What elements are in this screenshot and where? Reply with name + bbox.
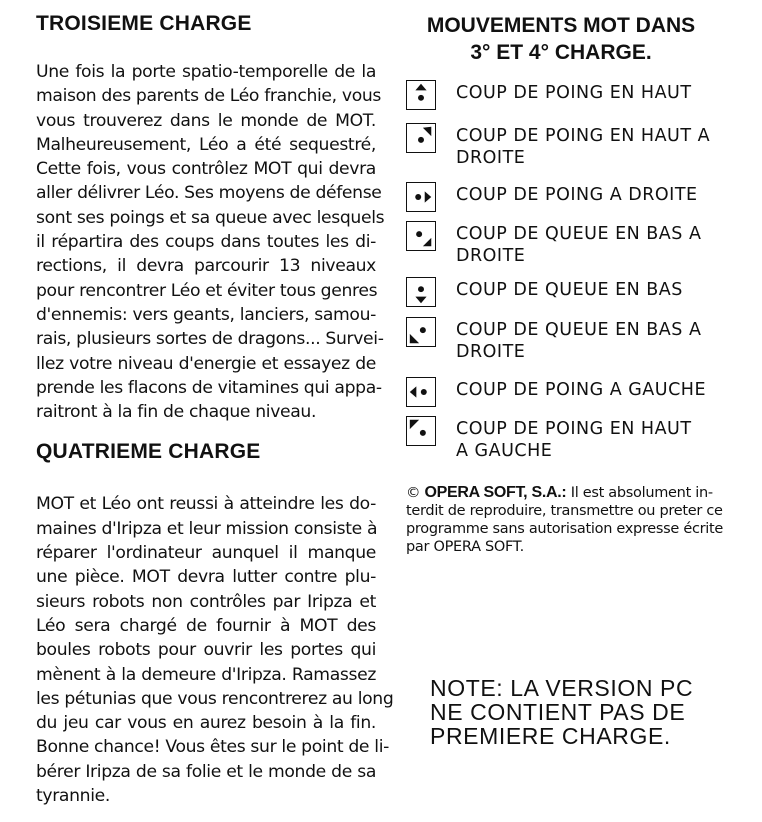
troisieme-charge-paragraph <box>36 60 385 424</box>
copyright-line: terdit de reproduire, transmettre ou preter ce <box>406 503 723 519</box>
arrow-left-icon <box>406 377 436 407</box>
arrow-down-icon <box>406 277 436 307</box>
arrow-right-icon <box>406 182 436 212</box>
company-name: OPERA SOFT, S.A.: <box>424 484 567 501</box>
arrow-up-left-icon <box>406 416 436 446</box>
move-label <box>456 82 692 104</box>
pc-version-note <box>430 676 746 748</box>
move-item <box>406 317 746 363</box>
text-line: tyrannie. <box>36 786 110 807</box>
move-item <box>406 123 746 169</box>
text-line: Cette fois, vous contrôlez MOT qui devra <box>36 159 376 180</box>
arrow-down-left-icon <box>406 317 436 347</box>
copyright-line: par OPERA SOFT. <box>406 539 524 555</box>
text-line: MOT et Léo ont reussi à atteindre les do- <box>36 494 376 515</box>
arrow-up-right-icon <box>406 123 436 153</box>
note-line: NOTE: LA VERSION PC <box>430 675 694 701</box>
text-line: les pétunias que vous rencontrerez au long <box>36 688 394 709</box>
copyright-line <box>406 484 746 502</box>
text-line: rections, il devra parcourir 13 niveaux <box>36 256 376 277</box>
move-label-line: COUP DE POING EN HAUT A <box>456 126 711 146</box>
text-line: Une fois la porte spatio-temporelle de la <box>36 62 376 82</box>
arrow-up-icon <box>406 80 436 110</box>
text-line: pour rencontrer Léo et éviter tous genres <box>36 280 378 301</box>
text-line: vous trouverez dans le monde de MOT. <box>36 110 376 131</box>
text-line: il répartira des coups dans toutes les di- <box>36 232 376 253</box>
arrow-down-right-icon <box>406 221 436 251</box>
move-label-line: COUP DE QUEUE EN BAS <box>456 280 683 300</box>
copyright-notice <box>406 484 746 556</box>
text-line: une pièce. MOT devra lutter contre plu- <box>36 567 376 588</box>
text-line: réparer l'ordinateur aunquel il manque <box>36 543 376 564</box>
move-item <box>406 182 746 212</box>
move-label-line: DROITE <box>456 342 526 362</box>
move-label <box>456 279 683 301</box>
text-line: maines d'Iripza et leur mission consiste à <box>36 518 378 539</box>
copyright-symbol: © <box>406 485 421 501</box>
move-label-line: COUP DE QUEUE EN BAS A <box>456 224 702 244</box>
move-label <box>456 379 706 401</box>
move-label-line: DROITE <box>456 246 526 266</box>
note-line: NE CONTIENT PAS DE <box>430 699 686 725</box>
quatrieme-charge-paragraph <box>36 492 394 808</box>
left-column <box>36 12 394 808</box>
move-label-line: COUP DE POING A GAUCHE <box>456 380 707 400</box>
move-label-line: COUP DE POING EN HAUT <box>456 419 692 439</box>
move-item <box>406 416 746 462</box>
move-label <box>456 184 698 206</box>
right-column <box>406 12 746 748</box>
text-line: raitront à la fin de chaque niveau. <box>36 402 317 423</box>
move-label-line: COUP DE POING EN HAUT <box>456 83 692 103</box>
move-label-line: A GAUCHE <box>456 441 553 461</box>
text-line: boules robots pour ouvrir les portes qui <box>36 640 376 661</box>
text-line: rais, plusieurs sortes de dragons... Survei- <box>36 329 384 350</box>
move-label-line: COUP DE POING A DROITE <box>456 185 698 205</box>
text-line: maison des parents de Léo franchie, vous <box>36 86 382 107</box>
text-line: prende les flacons de vitamines qui appa- <box>36 377 382 398</box>
moves-title <box>406 12 716 66</box>
text-line: sieurs robots non contrôles par Iripza et <box>36 591 376 612</box>
move-item <box>406 221 746 267</box>
move-label-line: COUP DE QUEUE EN BAS A <box>456 320 702 340</box>
note-line: PREMIERE CHARGE. <box>430 723 671 749</box>
text-line: Léo sera chargé de fournir à MOT des <box>36 615 376 636</box>
moves-title-line: MOUVEMENTS MOT DANS <box>426 14 696 37</box>
move-label <box>456 223 701 267</box>
moves-title-line: 3° ET 4° CHARGE. <box>470 41 652 64</box>
text-line: du jeu car vous en aurez besoin à la fin. <box>36 713 376 734</box>
text-line: bérer Iripza de sa folie et le monde de sa <box>36 761 376 782</box>
troisieme-charge-heading: TROISIEME CHARGE <box>36 12 252 35</box>
copyright-text: Il est absolument in- <box>570 485 713 501</box>
quatrieme-charge-heading: QUATRIEME CHARGE <box>36 440 261 464</box>
move-label <box>456 319 701 363</box>
move-label <box>456 418 692 462</box>
moves-list <box>406 80 746 462</box>
text-line: llez votre niveau d'energie et essayez de <box>36 353 376 374</box>
move-item <box>406 277 746 307</box>
text-line: aller délivrer Léo. Ses moyens de défense <box>36 183 382 204</box>
text-line: Malheureusement, Léo a été sequestré, <box>36 134 376 155</box>
text-line: sont ses poings et sa queue avec lesquels <box>36 207 385 228</box>
text-line: mènent à la demeure d'Iripza. Ramassez <box>36 664 376 685</box>
move-label-line: DROITE <box>456 148 526 168</box>
text-line: d'ennemis: vers geants, lanciers, samou- <box>36 304 376 325</box>
move-item <box>406 377 746 407</box>
move-item <box>406 80 746 110</box>
copyright-line: programme sans autorisation expresse écrite <box>406 521 724 537</box>
move-label <box>456 125 710 169</box>
text-line: Bonne chance! Vous êtes sur le point de li- <box>36 737 389 758</box>
